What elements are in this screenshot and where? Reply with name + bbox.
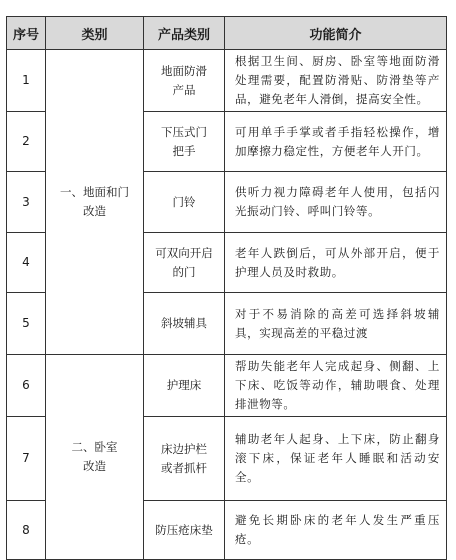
product-label: 可双向开启的门	[155, 245, 213, 279]
product-label: 防压疮床垫	[155, 522, 213, 537]
desc-cell: 避免长期卧床的老年人发生严重压疮。	[225, 501, 447, 560]
desc-cell: 辅助老年人起身、上下床，防止翻身滚下床，保证老年人睡眠和活动安全。	[225, 417, 447, 501]
product-cell	[144, 50, 225, 112]
product-label: 下压式门把手	[161, 124, 207, 158]
category-cell-bedroom	[46, 355, 144, 560]
product-cell	[144, 501, 225, 560]
category-label: 二、卧室改造	[71, 440, 118, 473]
header-seq: 序号	[7, 17, 46, 50]
category-label: 一、地面和门改造	[60, 185, 129, 218]
row-seq: 1	[7, 50, 46, 112]
product-cell	[144, 417, 225, 501]
desc-cell: 帮助失能老年人完成起身、侧翻、上下床、吃饭等动作，辅助喂食、处理排泄物等。	[225, 355, 447, 417]
function-table	[6, 16, 447, 560]
desc-cell: 可用单手手掌或者手指轻松操作，增加摩擦力稳定性，方便老年人开门。	[225, 112, 447, 172]
desc-cell: 老年人跌倒后，可从外部开启，便于护理人员及时救助。	[225, 233, 447, 293]
product-label: 地面防滑产品	[161, 63, 207, 97]
header-product-category: 产品类别	[144, 17, 225, 50]
header-row	[7, 17, 447, 50]
header-category: 类别	[46, 17, 144, 50]
product-cell	[144, 355, 225, 417]
row-seq: 7	[7, 417, 46, 501]
table-row	[7, 355, 447, 417]
table-row	[7, 50, 447, 112]
product-label: 斜坡辅具	[161, 316, 207, 330]
row-seq: 3	[7, 172, 46, 233]
row-seq: 2	[7, 112, 46, 172]
row-seq: 6	[7, 355, 46, 417]
category-cell-floor-door	[46, 50, 144, 355]
product-cell	[144, 112, 225, 172]
row-seq: 4	[7, 233, 46, 293]
product-label: 护理床	[166, 378, 202, 392]
desc-cell: 根据卫生间、厨房、卧室等地面防滑处理需要，配置防滑贴、防滑垫等产品，避免老年人滑倒，提高安全性。	[225, 50, 447, 112]
desc-cell: 供听力视力障碍老年人使用，包括闪光振动门铃、呼叫门铃等。	[225, 172, 447, 233]
product-cell	[144, 293, 225, 355]
row-seq: 5	[7, 293, 46, 355]
desc-cell: 对于不易消除的高差可选择斜坡辅具，实现高差的平稳过渡	[225, 293, 447, 355]
product-cell	[144, 233, 225, 293]
row-seq: 8	[7, 501, 46, 560]
header-function-intro: 功能简介	[225, 17, 447, 50]
product-label: 门铃	[172, 194, 196, 209]
product-label: 床边护栏或者抓杆	[161, 441, 207, 475]
product-cell	[144, 172, 225, 233]
